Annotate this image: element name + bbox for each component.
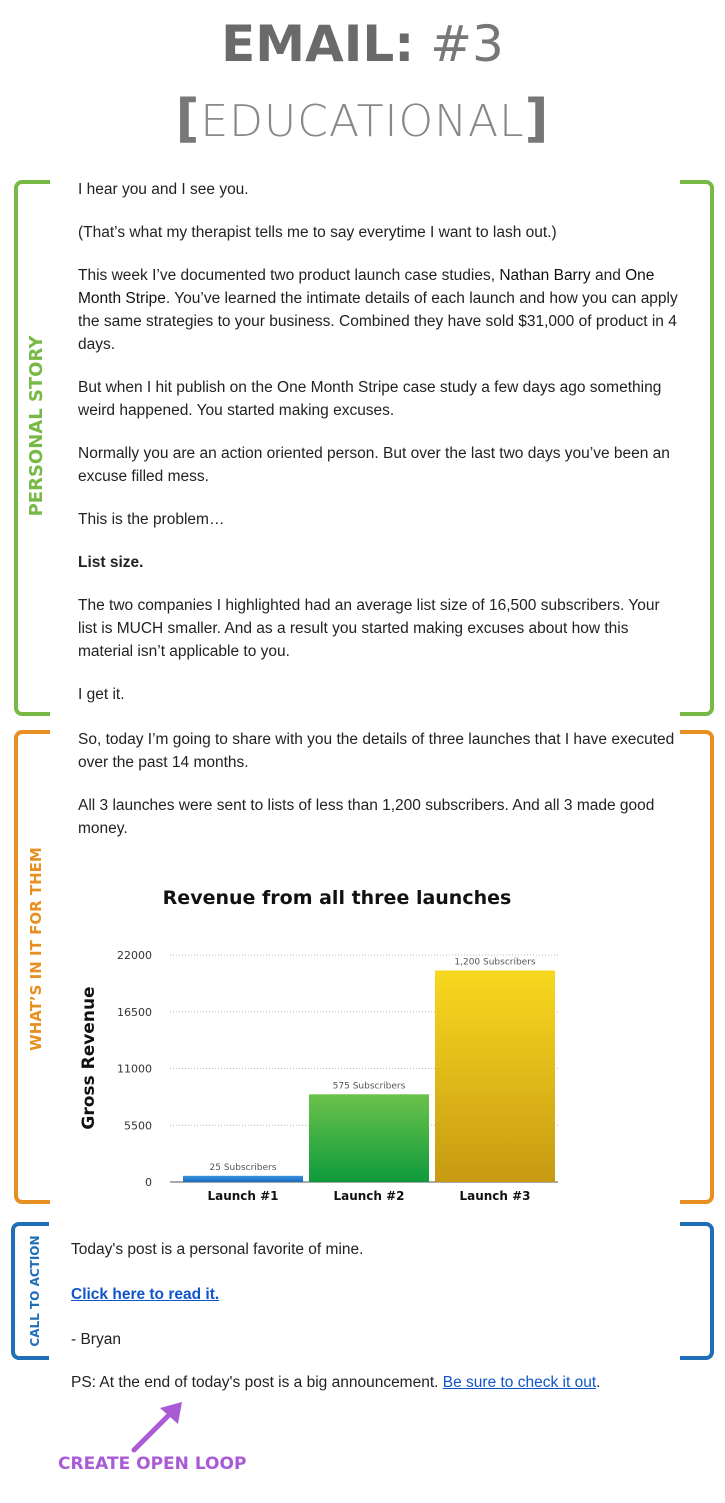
chart-title: Revenue from all three launches xyxy=(162,887,512,909)
ps-paragraph: PS: At the end of today's post is a big announcement. Be sure to check it out. xyxy=(71,1374,601,1391)
email-number: #3 xyxy=(430,15,504,73)
category-label: Launch #2 xyxy=(333,1189,405,1203)
revenue-chart xyxy=(0,860,725,1240)
check-it-out-link[interactable]: Be sure to check it out xyxy=(442,1374,597,1391)
story-paragraph: (That’s what my therapist tells me to say everytime I want to lash out.) xyxy=(78,224,557,241)
story-paragraph: Normally you are an action oriented person. But over the last two days you’ve been an excuse filled mess. xyxy=(78,445,670,485)
bar-data-label: 25 Subscribers xyxy=(209,1162,277,1173)
story-paragraph: But when I hit publish on the One Month Stripe case study a few days ago something weird happened. You started making excuses. xyxy=(78,379,662,419)
y-tick-label: 22000 xyxy=(117,949,152,962)
bar-data-label: 575 Subscribers xyxy=(332,1081,406,1092)
category-label: Launch #3 xyxy=(459,1189,531,1203)
story-paragraph: The two companies I highlighted had an average list size of 16,500 subscribers. Your list is MUCH smaller. And as a result you started making excuses about how this material isn’t applicable to you. xyxy=(78,597,660,660)
story-paragraph: This week I’ve documented two product launch case studies, Nathan Barry and One Month Stripe. You’ve learned the intimate details of each launch and how you can apply the same strategies to your business. Combined they have sold $31,000 of product in 4 days. xyxy=(78,267,678,353)
category-label: Launch #1 xyxy=(207,1189,279,1203)
bar-3 xyxy=(435,970,555,1182)
y-tick-label: 16500 xyxy=(117,1005,152,1019)
email-subtitle xyxy=(0,88,725,153)
email-title xyxy=(0,12,725,76)
bar-2 xyxy=(309,1094,429,1182)
offer-paragraph: All 3 launches were sent to lists of less than 1,200 subscribers. And all 3 made good money. xyxy=(78,797,655,837)
chart-ylabel: Gross Revenue xyxy=(79,986,99,1130)
read-post-link[interactable]: Click here to read it. xyxy=(71,1286,220,1303)
cta-label: CALL TO ACTION xyxy=(28,1235,42,1347)
open-loop-label: CREATE OPEN LOOP xyxy=(58,1454,247,1474)
cta-link-paragraph xyxy=(71,1283,691,1306)
personal-story-text xyxy=(78,178,678,726)
one-month-stripe-link[interactable]: One Month Stripe xyxy=(78,267,655,307)
bar-1 xyxy=(183,1176,303,1182)
email-type: EDUCATIONAL xyxy=(200,96,525,147)
cta-paragraph: Today's post is a personal favorite of mine. xyxy=(71,1241,364,1258)
y-tick-label: 11000 xyxy=(117,1062,152,1076)
cta-text xyxy=(71,1238,691,1416)
story-paragraph: This is the problem… xyxy=(78,511,225,528)
story-paragraph: I hear you and I see you. xyxy=(78,181,249,198)
open-bracket: [ xyxy=(175,89,201,149)
bar-data-label: 1,200 Subscribers xyxy=(454,957,536,968)
story-paragraph-bold: List size. xyxy=(78,554,144,571)
email-title-bold: EMAIL: xyxy=(221,15,415,73)
personal-story-right-bracket xyxy=(680,180,714,716)
close-bracket: ] xyxy=(524,89,550,149)
y-tick-label: 5500 xyxy=(124,1119,152,1133)
offer-paragraph: So, today I’m going to share with you the details of three launches that I have executed over the past 14 months. xyxy=(78,731,675,771)
nathan-barry-link[interactable]: Nathan Barry xyxy=(499,267,591,284)
story-paragraph: I get it. xyxy=(78,686,125,703)
personal-story-label: PERSONAL STORY xyxy=(26,335,47,517)
y-tick-label: 0 xyxy=(145,1176,152,1189)
signature: - Bryan xyxy=(71,1331,121,1348)
offer-text xyxy=(78,728,678,860)
whats-in-it-label: WHAT’S IN IT FOR THEM xyxy=(27,847,45,1051)
